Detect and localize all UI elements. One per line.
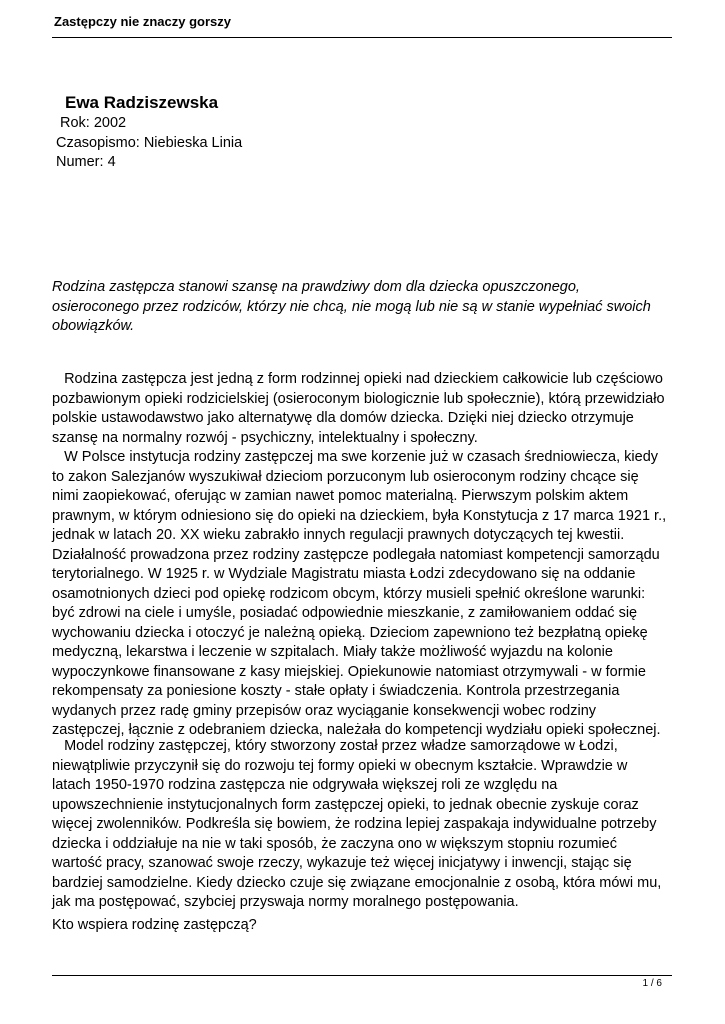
paragraph-line: nimi zaopiekować, oferując w zamian nawet pomoc materialną. Pierwszym polskim aktem xyxy=(52,488,629,504)
lead-line: Rodzina zastępcza stanowi szansę na prawdziwy dom dla dziecka opuszczonego, xyxy=(52,279,580,295)
paragraph-line: Działalność prowadzona przez rodziny zastępcze podlegała natomiast kompetencji samorządu xyxy=(52,546,660,563)
body-paragraph-1 xyxy=(52,370,672,741)
paragraph-line: latach 1950-1970 rodzina zastępcza nie odgrywała większej roli ze względu na xyxy=(52,777,558,793)
paragraph-line: medyczną, lekarstwa i leczenie w szpitalach. Miały także możliwość wyjazdu na kolonie xyxy=(52,644,613,660)
meta-issue: Numer: 4 xyxy=(56,154,116,170)
header-divider xyxy=(52,37,672,38)
body-paragraph-2 xyxy=(52,737,672,913)
paragraph-line: zastępczej, łącznie z odebraniem dziecka, należała do kompetencji wydziału opieki społecznej. xyxy=(52,722,661,738)
paragraph-line: dziecka i oddziałuje na nie w taki sposób, że zaczyna ono w większym stopniu rozumieć xyxy=(52,835,617,852)
paragraph-line: Model rodziny zastępczej, który stworzony został przez władze samorządowe w Łodzi, xyxy=(52,738,618,754)
meta-journal: Czasopismo: Niebieska Linia xyxy=(56,134,243,151)
paragraph-line: wartość pracy, szanować swoje rzeczy, wykazuje też więcej inicjatywy i inwencji, stając się xyxy=(52,855,632,871)
paragraph-line: upowszechnienie instytucjonalnych form zastępczej opieki, to jednak obecnie zyskuje coraz xyxy=(52,796,639,813)
paragraph-line: wydanych przez radę gminy przepisów oraz wyciąganie konsekwencji wobec rodziny xyxy=(52,702,597,719)
paragraph-line: bardziej samodzielne. Kiedy dziecko czuje się związane emocjonalnie z osobą, która mówi mu, xyxy=(52,874,662,891)
paragraph-line: polskie ustawodawstwo jako alternatywę dla domów dziecka. Dzięki niej dziecko otrzymuje xyxy=(52,410,634,426)
footer-divider xyxy=(52,975,672,976)
paragraph-line: rekompensaty za poniesione koszty - stałe opłaty i świadczenia. Kontrola przestrzegania xyxy=(52,683,620,699)
paragraph-line: wypoczynkowe finansowane z kasy miejskiej. Opiekunowie natomiast otrzymywali - w formie xyxy=(52,663,646,680)
paragraph-line: wychowaniu dziecka i otoczyć je należną opieką. Dzieciom zapewniono też bezpłatną opiekę xyxy=(52,624,648,641)
paragraph-line: szansę na normalny rozwój - psychiczny, intelektualny i społeczny. xyxy=(52,429,478,446)
paragraph-line: niewątpliwie przyczynił się do rozwoju tej formy opieki w obecnym kształcie. Wprawdzie w xyxy=(52,757,628,774)
paragraph-line: jak ma postępować, szybciej przyswaja normy moralnego postępowania. xyxy=(52,894,519,910)
meta-year: Rok: 2002 xyxy=(60,115,127,131)
paragraph-line: Rodzina zastępcza jest jedną z form rodzinnej opieki nad dzieckiem całkowicie lub częściowo xyxy=(52,371,663,387)
paragraph-line: jednak w latach 20. XX wieku zabrakło innych regulacji prawnych dotyczących tej kwestii. xyxy=(52,527,625,543)
paragraph-line: być zdrowi na ciele i umyśle, posiadać odpowiednie mieszkanie, z zamiłowaniem oddać się xyxy=(52,605,638,621)
section-question: Kto wspiera rodzinę zastępczą? xyxy=(52,917,257,933)
lead-paragraph xyxy=(52,278,672,337)
document-title: Zastępczy nie znaczy gorszy xyxy=(54,14,232,29)
paragraph-line: więcej zwolenników. Podkreśla się bowiem, że rodzina lepiej zaspakaja indywidualne potrzeby xyxy=(52,816,657,832)
page-number: 1 / 6 xyxy=(642,978,662,989)
paragraph-line: to zakon Salezjanów wyszukiwał dzieciom porzuconym lub osieroconym rodziny chcące się xyxy=(52,468,639,485)
lead-line: obowiązków. xyxy=(52,318,135,334)
paragraph-line: prawnym, w którym odniesiono się do opieki na dzieckiem, była Konstytucja z 17 marca 1921 r., xyxy=(52,507,667,524)
paragraph-line: pozbawionym opieki rodzicielskiej (osieroconym biologicznie lub społecznie), którą przewidziało xyxy=(52,390,665,407)
author-name: Ewa Radziszewska xyxy=(65,93,219,112)
paragraph-line: osamotnionych dzieci pod opiekę rodzicom obcym, którzy musieli spełnić określone warunki: xyxy=(52,585,646,602)
lead-line: osieroconego przez rodziców, którzy nie chcą, nie mogą lub nie są w stanie wypełniać swoich xyxy=(52,298,651,315)
paragraph-line: terytorialnego. W 1925 r. w Wydziale Magistratu miasta Łodzi zdecydowano się na oddanie xyxy=(52,566,636,582)
paragraph-line: W Polsce instytucja rodziny zastępczej ma swe korzenie już w czasach średniowiecza, kiedy xyxy=(52,449,659,465)
article-meta xyxy=(56,114,242,173)
